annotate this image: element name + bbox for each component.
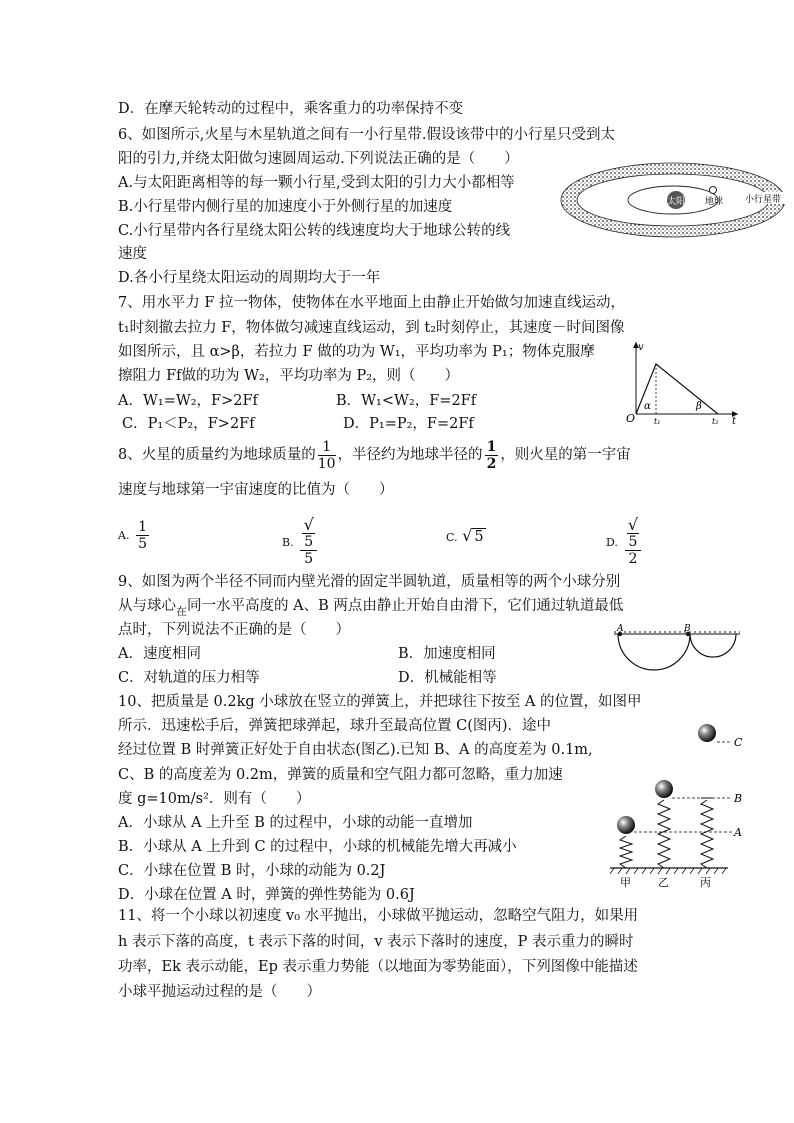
alpha-label: α	[644, 401, 651, 412]
frac2-numerator: 1	[486, 438, 497, 455]
origin-label: O	[626, 412, 636, 425]
q7-line2: t₁时刻撤去拉力 F，物体做匀减速直线运动，到 t₂时刻停止，其速度－时间图像	[118, 320, 625, 336]
q9-line1: 9、如图为两个半径不同而内壁光滑的固定半圆轨道，质量相等的两个小球分别	[118, 574, 621, 590]
sun-label: 太阳	[666, 197, 686, 207]
asteroid-belt-figure	[558, 160, 788, 240]
q7-line1: 7、用水平力 F 拉一物体，使物体在水平地面上由静止开始做匀加速直线运动，	[118, 295, 626, 311]
q10-line4: C、B 的高度差为 0.2m，弹簧的质量和空气阻力都可忽略，重力加速	[118, 767, 563, 783]
q8-line1	[118, 438, 631, 472]
q10-option-b: B．小球从 A 上升到 C 的过程中，小球的机械能先增大再减小	[118, 839, 517, 855]
q10-line1: 10、把质量是 0.2kg 小球放在竖立的弹簧上，并把球往下按至 A 的位置，如图甲	[118, 694, 642, 710]
q7-option-d: D．P₁=P₂，F=2Ff	[343, 416, 474, 432]
q8-b-label: B.	[282, 536, 294, 549]
q9-option-b: B．加速度相同	[398, 646, 496, 662]
label-c: C	[734, 736, 743, 749]
q7-line3: 如图所示，且 α>β，若拉力 F 做的功为 W₁，平均功率为 P₁；物体克服摩	[118, 344, 595, 360]
label-a: A	[734, 826, 742, 839]
q11-line4: 小球平抛运动过程的是（ ）	[118, 984, 321, 1000]
q9-line3: 点时，下列说法不正确的是（ ）	[118, 622, 350, 638]
q6-stem-line1: 6、如图所示,火星与木星轨道之间有一小行星带.假设该带中的小行星只受到太	[118, 127, 615, 143]
q8-option-a	[118, 517, 151, 554]
q8-option-c: C. √ 5	[446, 526, 484, 545]
label-b: B	[734, 792, 743, 805]
q8-b-fraction: √ 5 5	[300, 517, 317, 567]
q9-option-a: A．速度相同	[118, 646, 201, 662]
q9-option-c: C．对轨道的压力相等	[118, 670, 260, 686]
q8-b-denominator: 5	[304, 551, 314, 567]
q6-option-c-line1: C.小行星带内各行星绕太阳公转的线速度均大于地球公转的线	[118, 223, 511, 239]
q6-stem-line2: 阳的引力,并绕太阳做匀速圆周运动.下列说法正确的是（ ）	[118, 151, 519, 167]
q6-option-d: D.各小行星绕太阳运动的周期均大于一年	[118, 270, 381, 286]
q10-line2: 所示．迅速松手后，弹簧把球弹起，球升至最高位置 C(图丙)．途中	[118, 718, 552, 734]
spring-jia	[620, 836, 632, 868]
t1-label: t₁	[654, 417, 661, 426]
q9-line2	[118, 596, 623, 617]
t-axis-label: t	[732, 416, 737, 427]
q8-fraction-radius	[485, 439, 499, 472]
label-jia: 甲	[620, 876, 631, 889]
label-bing: 丙	[700, 876, 711, 889]
spring-bing	[701, 800, 713, 868]
q8-line2: 速度与地球第一宇宙速度的比值为（ ）	[118, 482, 394, 498]
point-b-label: B	[684, 624, 691, 634]
q10-line5: 度 g=10m/s²．则有（ ）	[118, 791, 311, 807]
earth-icon	[710, 187, 717, 194]
q11-line3: 功率，Ek 表示动能，Ep 表示重力势能（以地面为零势能面），下列图像中能描述	[118, 959, 638, 975]
t2-label: t₂	[712, 417, 719, 426]
q5-option-d: D．在摩天轮转动的过程中，乘客重力的功率保持不变	[118, 101, 464, 117]
q8-text-part3: ，则火星的第一宇宙	[500, 447, 631, 463]
q9-line2-b: 同一水平高度的 A、B 两点由静止开始自由滑下，它们通过轨道最低	[187, 598, 624, 614]
q11-line2: h 表示下落的高度，t 表示下落的时间，v 表示下落时的速度，P 表示重力的瞬时	[118, 934, 634, 950]
ball-jia	[617, 816, 635, 834]
semicircle-tracks-figure	[612, 622, 742, 682]
q7-line4: 擦阻力 Ff做的功为 W₂，平均功率为 P₂，则（ ）	[118, 368, 460, 384]
q9-line2-small: 在	[176, 605, 187, 618]
label-yi: 乙	[658, 876, 669, 889]
q8-d-fraction: √ 5 2	[625, 517, 642, 567]
spring-ball-figure	[604, 718, 754, 888]
q7-option-a: A．W₁=W₂，F>2Ff	[118, 393, 258, 409]
q10-line3: 经过位置 B 时弹簧正好处于自由状态(图乙).已知 B、A 的高度差为 0.1m,	[118, 742, 593, 758]
q8-a-fraction	[136, 519, 149, 552]
spring-yi	[658, 800, 670, 868]
q7-option-c: C．P₁＜P₂，F>2Ff	[122, 416, 255, 432]
q11-line1: 11、将一个小球以初速度 v₀ 水平抛出，小球做平抛运动，忽略空气阻力，如果用	[118, 908, 639, 924]
v-axis-label: v	[638, 342, 644, 353]
q8-text-part1: 8、火星的质量约为地球质量的	[118, 447, 316, 463]
q8-c-label: C.	[446, 531, 458, 544]
q10-option-d: D．小球在位置 A 时，弹簧的弹性势能为 0.6J	[118, 887, 415, 903]
frac1-denominator: 10	[317, 455, 336, 472]
point-a-label: A	[617, 624, 624, 634]
belt-label: 小行星带	[744, 195, 782, 205]
q8-a-denominator: 5	[138, 535, 147, 552]
q9-option-d: D．机械能相等	[398, 670, 497, 686]
q8-option-d	[606, 517, 643, 567]
q8-b-radicand: 5	[304, 534, 314, 550]
q9-line2-a: 从与球心	[118, 598, 176, 614]
q10-option-c: C．小球在位置 B 时，小球的动能为 0.2J	[118, 863, 386, 879]
velocity-time-graph	[622, 338, 742, 426]
q8-c-radicand: 5	[474, 529, 484, 545]
q8-a-label: A.	[118, 529, 130, 542]
earth-label: 地球	[704, 197, 724, 207]
q10-option-a: A．小球从 A 上升至 B 的过程中，小球的动能一直增加	[118, 815, 473, 831]
frac2-denominator: 2	[486, 455, 497, 472]
q8-option-b	[282, 517, 319, 567]
q8-a-numerator: 1	[138, 518, 147, 535]
q8-fraction-mass	[318, 439, 336, 472]
q6-option-c-line2: 速度	[118, 246, 147, 262]
q6-option-a: A.与太阳距离相等的每一颗小行星,受到太阳的引力大小都相等	[118, 175, 515, 191]
frac1-numerator: 1	[318, 439, 336, 456]
q8-d-denominator: 2	[628, 551, 638, 567]
ball-yi	[655, 780, 673, 798]
ball-c	[698, 724, 716, 742]
q8-d-label: D.	[606, 536, 618, 549]
q7-option-b: B．W₁<W₂，F=2Ff	[336, 393, 477, 409]
q8-text-part2: ，半径约为地球半径的	[337, 447, 483, 463]
q6-option-b: B.小行星带内侧行星的加速度小于外侧行星的加速度	[118, 199, 453, 215]
q8-d-radicand: 5	[628, 534, 638, 550]
beta-label: β	[696, 401, 702, 412]
